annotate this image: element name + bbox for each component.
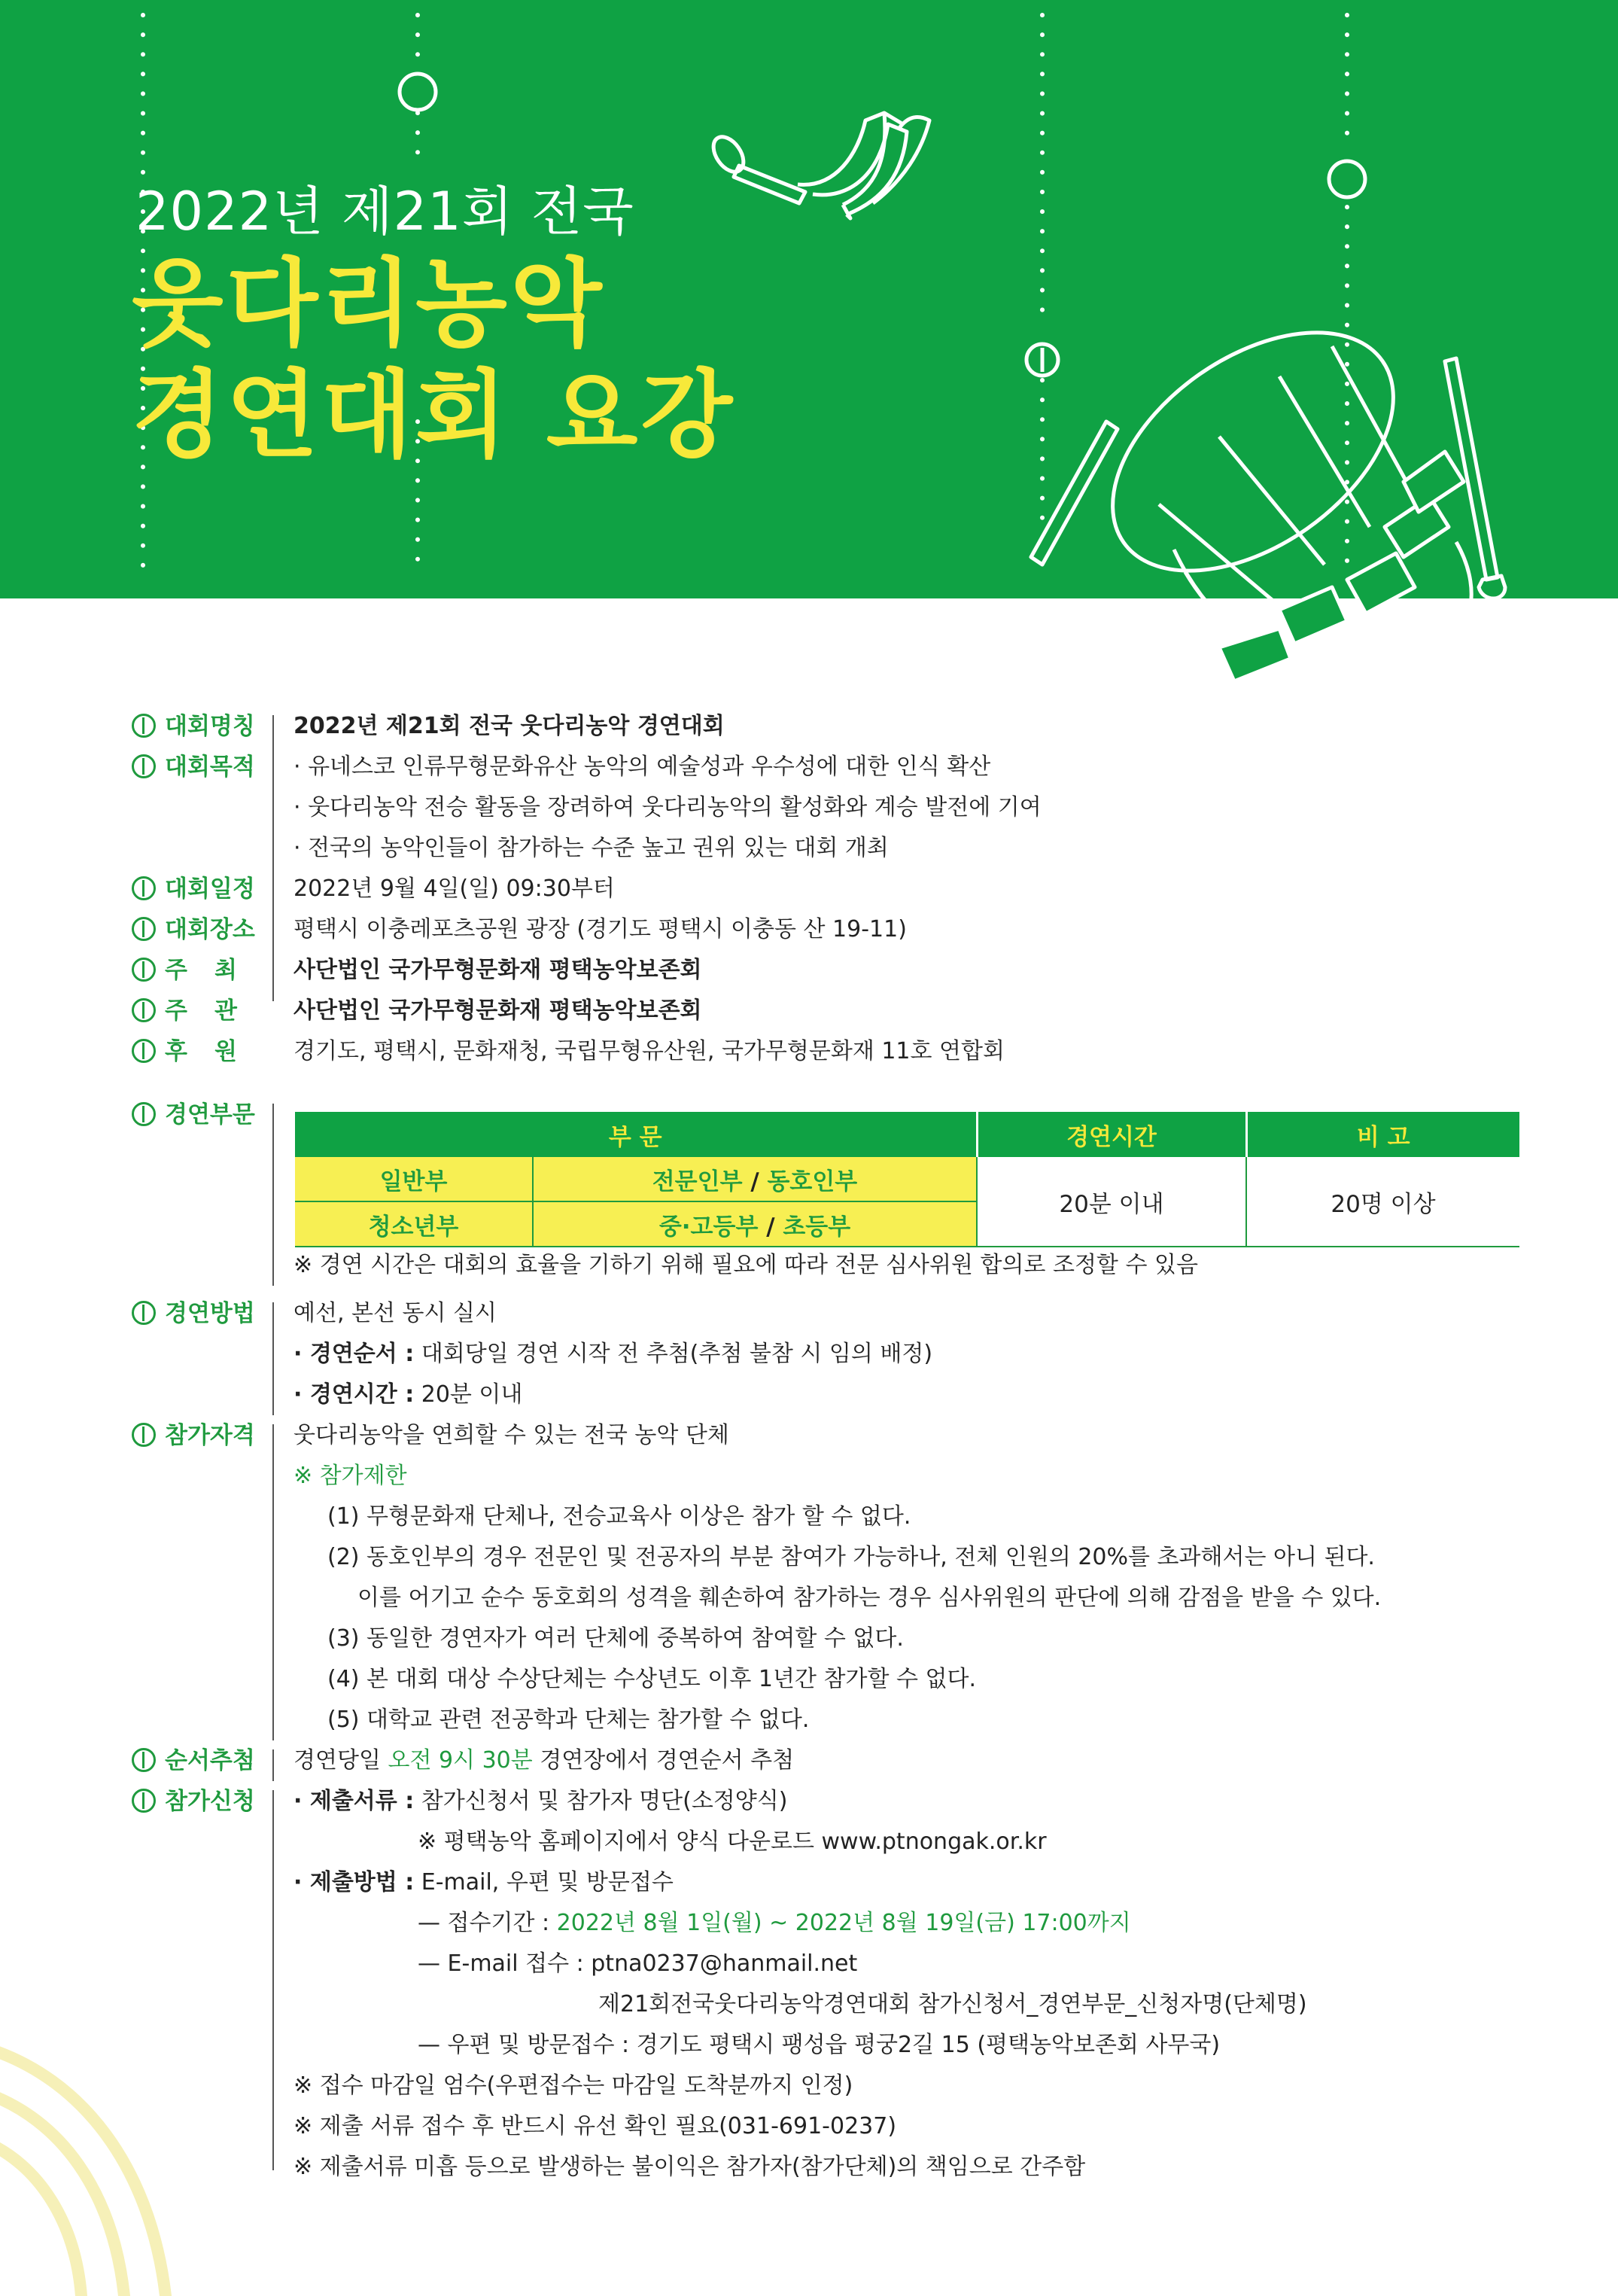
limit-item: (5) 대학교 관련 전공학과 단체는 참가할 수 없다.: [327, 1707, 810, 1733]
bullet-icon: [132, 754, 156, 778]
division-cell: 중·고등부 / 초등부: [533, 1201, 977, 1247]
label-apply: 참가신청: [132, 1781, 380, 1822]
draw-text: 경연당일 오전 9시 30분 경연장에서 경연순서 추첨: [293, 1747, 795, 1774]
divider-line: [272, 1245, 274, 1286]
row-limit-2b: [113, 1578, 1543, 1618]
row-method-3: [113, 1375, 1543, 1415]
bullet-icon: [132, 998, 156, 1022]
apply-email-subject: 제21회전국웃다리농악경연대회 참가신청서_경연부문_신청자명(단체명): [598, 1991, 1307, 2017]
purpose-item: · 웃다리농악 전승 활동을 장려하여 웃다리농악의 활성화와 계승 발전에 기여: [293, 794, 1042, 821]
row-apply-docs: [113, 1781, 1543, 1822]
header-category: 부 문: [295, 1112, 977, 1157]
division-cell: 전문인부 / 동호인부: [533, 1157, 977, 1201]
apply-method: · 제출방법 : E-mail, 우편 및 방문접수: [293, 1869, 674, 1896]
row-purpose-1: [113, 747, 1543, 787]
event-title-line2: 경연대회 요강: [132, 360, 736, 470]
label-organizer: 주관: [132, 991, 380, 1031]
value-name: 2022년 제21회 전국 웃다리농악 경연대회: [293, 713, 725, 739]
row-apply-method: [113, 1862, 1543, 1903]
bullet-icon: [132, 1789, 156, 1813]
label-purpose: 대회목적: [132, 747, 380, 787]
row-category-note: [113, 1245, 1543, 1286]
label-name: 대회명칭: [132, 706, 380, 747]
row-limit-1: [113, 1497, 1543, 1537]
label-category: 경연부문: [132, 1095, 380, 1135]
limit-item: (4) 본 대회 대상 수상단체는 수상년도 이후 1년간 참가할 수 없다.: [327, 1666, 976, 1692]
value-organizer: 사단법인 국가무형문화재 평택농악보존회: [293, 997, 702, 1024]
note-cell: 20명 이상: [1246, 1157, 1519, 1247]
row-eligibility-limit: [113, 1456, 1543, 1497]
purpose-item: · 전국의 농악인들이 참가하는 수준 높고 권위 있는 대회 개최: [293, 835, 889, 861]
drum-stick-icon: [707, 113, 929, 218]
limit-item: (1) 무형문화재 단체나, 전승교육사 이상은 참가 할 수 없다.: [327, 1503, 911, 1530]
value-date: 2022년 9월 4일(일) 09:30부터: [293, 875, 615, 902]
row-name: [113, 706, 1543, 747]
value-host: 사단법인 국가무형문화재 평택농악보존회: [293, 957, 702, 983]
label-date: 대회일정: [132, 869, 380, 909]
divider-line: [272, 1749, 274, 1781]
apply-post: — 우편 및 방문접수 : 경기도 평택시 팽성읍 평궁2길 15 (평택농악보존회 사무국): [418, 2032, 1221, 2058]
event-subtitle: 2022년 제21회 전국: [135, 181, 634, 242]
label-host: 주최: [132, 950, 380, 991]
row-apply-note-2: [113, 2106, 1543, 2147]
eligibility-line: 웃다리농악을 연희할 수 있는 전국 농악 단체: [293, 1422, 729, 1448]
row-purpose-2: [113, 787, 1543, 828]
row-method-2: [113, 1334, 1543, 1375]
label-venue: 대회장소: [132, 909, 380, 950]
row-apply-email-subject: [113, 1984, 1543, 2025]
label-method: 경연방법: [132, 1293, 380, 1334]
eligibility-limit-title: ※ 참가제한: [293, 1463, 407, 1489]
row-method-1: [113, 1293, 1543, 1334]
bullet-icon: [132, 876, 156, 900]
header-note: 비 고: [1246, 1112, 1519, 1157]
table-header-row: [295, 1112, 1519, 1157]
row-limit-5: [113, 1700, 1543, 1740]
label-sponsor: 후원: [132, 1031, 380, 1072]
bullet-icon: [132, 1039, 156, 1063]
row-sponsor: [113, 1031, 1543, 1072]
method-line: 예선, 본선 동시 실시: [293, 1300, 497, 1326]
apply-note: ※ 제출 서류 접수 후 반드시 유선 확인 필요(031-691-0237): [293, 2113, 897, 2139]
group-cell: 일반부: [295, 1157, 533, 1201]
row-eligibility: [113, 1415, 1543, 1456]
event-title-line1: 웃다리농악: [132, 248, 605, 359]
apply-email: — E-mail 접수 : ptna0237@hanmail.net: [418, 1950, 858, 1977]
bullet-icon: [132, 1102, 156, 1126]
row-apply-post: [113, 2025, 1543, 2066]
time-cell: 20분 이내: [977, 1157, 1246, 1247]
bullet-icon: [132, 1423, 156, 1447]
row-draw: [113, 1740, 1543, 1781]
apply-docs: · 제출서류 : 참가신청서 및 참가자 명단(소정양식): [293, 1788, 788, 1814]
category-footnote: ※ 경연 시간은 대회의 효율을 기하기 위해 필요에 따라 전문 심사위원 합의로 조정할 수 있음: [293, 1252, 1198, 1278]
apply-note: ※ 제출서류 미흡 등으로 발생하는 불이익은 참가자(참가단체)의 책임으로 간주함: [293, 2154, 1086, 2180]
row-apply-note-3: [113, 2147, 1543, 2188]
divider-line: [272, 1104, 274, 1247]
label-draw: 순서추첨: [132, 1740, 380, 1781]
limit-item: (2) 동호인부의 경우 전문인 및 전공자의 부분 참여가 가능하나, 전체 인원의 20%를 초과해서는 아니 된다.: [327, 1544, 1375, 1570]
apply-note: ※ 접수 마감일 엄수(우편접수는 마감일 도착분까지 인정): [293, 2072, 853, 2099]
apply-download: ※ 평택농악 홈페이지에서 양식 다운로드 www.ptnongak.or.kr: [418, 1829, 1047, 1855]
limit-item: 이를 어기고 순수 동호회의 성격을 훼손하여 참가하는 경우 심사위원의 판단에 의해 감점을 받을 수 있다.: [357, 1585, 1382, 1611]
row-limit-2: [113, 1537, 1543, 1578]
header-time: 경연시간: [977, 1112, 1246, 1157]
row-organizer: [113, 991, 1543, 1031]
info-section: [113, 706, 1543, 2188]
bullet-icon: [132, 917, 156, 941]
row-date: [113, 869, 1543, 909]
row-apply-download: [113, 1822, 1543, 1862]
event-title: [132, 248, 735, 471]
row-apply-email: [113, 1944, 1543, 1984]
limit-item: (3) 동일한 경연자가 여러 단체에 중복하여 참여할 수 없다.: [327, 1625, 904, 1652]
row-purpose-3: [113, 828, 1543, 869]
label-eligibility: 참가자격: [132, 1415, 380, 1456]
bullet-icon: [132, 1301, 156, 1325]
row-apply-period: [113, 1903, 1543, 1944]
bullet-icon: [132, 714, 156, 738]
method-time: · 경연시간 : 20분 이내: [293, 1381, 523, 1408]
bullet-icon: [132, 958, 156, 982]
janggu-drum-icon: [1031, 284, 1505, 708]
value-sponsor: 경기도, 평택시, 문화재청, 국립무형유산원, 국가무형문화재 11호 연합회: [293, 1038, 1005, 1064]
row-venue: [113, 909, 1543, 950]
method-order: · 경연순서 : 대회당일 경연 시작 전 추첨(추첨 불참 시 임의 배정): [293, 1341, 933, 1367]
row-host: [113, 950, 1543, 991]
row-limit-3: [113, 1618, 1543, 1659]
purpose-item: · 유네스코 인류무형문화유산 농악의 예술성과 우수성에 대한 인식 확산: [293, 754, 991, 780]
apply-period: — 접수기간 : 2022년 8월 1일(월) ~ 2022년 8월 19일(금) 17:00까지: [418, 1910, 1131, 1936]
category-table: [295, 1112, 1519, 1247]
table-row: [295, 1157, 1519, 1201]
value-venue: 평택시 이충레포츠공원 광장 (경기도 평택시 이충동 산 19-11): [293, 916, 907, 942]
group-cell: 청소년부: [295, 1201, 533, 1247]
row-apply-note-1: [113, 2066, 1543, 2106]
bullet-icon: [132, 1748, 156, 1772]
row-limit-4: [113, 1659, 1543, 1700]
